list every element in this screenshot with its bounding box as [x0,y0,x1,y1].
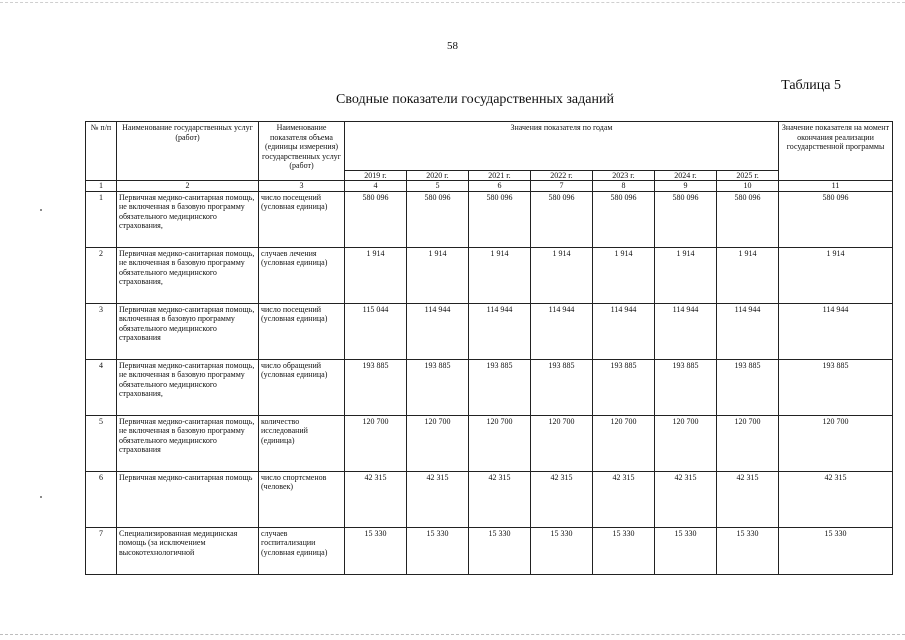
unit-name: случаев госпитализации (условная единица) [259,527,345,574]
year-value: 580 096 [407,191,469,247]
column-number: 7 [531,181,593,192]
year-value: 120 700 [407,415,469,471]
year-value: 115 044 [345,303,407,359]
year-value: 193 885 [531,359,593,415]
year-value: 193 885 [593,359,655,415]
year-value: 193 885 [469,359,531,415]
year-header: 2019 г. [345,170,407,181]
table-row [86,471,893,527]
service-name: Первичная медико-санитарная помощь, не включенная в базовую программу обязательного медицинского страхования, [117,359,259,415]
table-body [86,191,893,574]
year-value: 42 315 [469,471,531,527]
year-value: 120 700 [717,415,779,471]
row-number: 2 [86,247,117,303]
year-value: 114 944 [717,303,779,359]
table-row [86,359,893,415]
year-value: 114 944 [407,303,469,359]
service-name: Первичная медико-санитарная помощь, не включенная в базовую программу обязательного медицинского страхования, [117,191,259,247]
year-value: 120 700 [593,415,655,471]
year-header: 2024 г. [655,170,717,181]
year-value: 120 700 [655,415,717,471]
unit-name: число обращений (условная единица) [259,359,345,415]
row-number: 6 [86,471,117,527]
year-value: 15 330 [407,527,469,574]
year-value: 193 885 [655,359,717,415]
unit-name: случаев лечения (условная единица) [259,247,345,303]
service-name: Первичная медико-санитарная помощь [117,471,259,527]
year-value: 1 914 [469,247,531,303]
year-value: 15 330 [655,527,717,574]
document-title: Сводные показатели государственных заданий [336,92,614,107]
service-name: Первичная медико-санитарная помощь, включенная в базовую программу обязательного медицинского страхования [117,303,259,359]
year-value: 1 914 [717,247,779,303]
row-number: 1 [86,191,117,247]
year-value: 15 330 [593,527,655,574]
final-value: 15 330 [779,527,893,574]
summary-table [85,121,893,575]
final-value: 1 914 [779,247,893,303]
year-value: 42 315 [531,471,593,527]
year-header: 2025 г. [717,170,779,181]
table-row [86,303,893,359]
year-value: 15 330 [345,527,407,574]
year-value: 193 885 [407,359,469,415]
column-number: 10 [717,181,779,192]
final-value: 120 700 [779,415,893,471]
year-value: 42 315 [345,471,407,527]
column-number: 4 [345,181,407,192]
year-value: 114 944 [531,303,593,359]
header-values-by-year: Значения показателя по годам [345,122,779,171]
year-value: 120 700 [345,415,407,471]
unit-name: количество исследований (единица) [259,415,345,471]
final-value: 114 944 [779,303,893,359]
year-value: 42 315 [593,471,655,527]
year-value: 114 944 [593,303,655,359]
header-row [86,122,893,171]
year-value: 580 096 [593,191,655,247]
header-service: Наименование государственных услуг (работ) [117,122,259,181]
column-number: 2 [117,181,259,192]
page-number: 58 [447,40,458,52]
year-value: 15 330 [531,527,593,574]
year-value: 42 315 [655,471,717,527]
row-number: 5 [86,415,117,471]
year-value: 580 096 [469,191,531,247]
final-value: 193 885 [779,359,893,415]
year-value: 114 944 [469,303,531,359]
table-row [86,527,893,574]
table-label: Таблица 5 [781,78,841,93]
final-value: 42 315 [779,471,893,527]
column-number: 3 [259,181,345,192]
year-value: 42 315 [717,471,779,527]
year-value: 193 885 [345,359,407,415]
column-number: 6 [469,181,531,192]
table-row [86,415,893,471]
column-number: 9 [655,181,717,192]
year-value: 1 914 [531,247,593,303]
year-value: 1 914 [655,247,717,303]
year-value: 580 096 [717,191,779,247]
unit-name: число спортсменов (человек) [259,471,345,527]
year-value: 15 330 [469,527,531,574]
service-name: Первичная медико-санитарная помощь, не включенная в базовую программу обязательного медицинского страхования [117,415,259,471]
row-number: 3 [86,303,117,359]
year-value: 1 914 [407,247,469,303]
year-value: 580 096 [531,191,593,247]
row-number: 7 [86,527,117,574]
year-header: 2023 г. [593,170,655,181]
year-value: 580 096 [345,191,407,247]
scan-edge-top [0,2,905,3]
year-value: 1 914 [593,247,655,303]
service-name: Первичная медико-санитарная помощь, не включенная в базовую программу обязательного медицинского страхования, [117,247,259,303]
header-num: № п/п [86,122,117,181]
column-number: 5 [407,181,469,192]
scan-edge-bottom [0,634,905,635]
margin-mark [40,209,42,211]
year-value: 1 914 [345,247,407,303]
year-header: 2020 г. [407,170,469,181]
year-value: 120 700 [531,415,593,471]
final-value: 580 096 [779,191,893,247]
row-number: 4 [86,359,117,415]
unit-name: число посещений (условная единица) [259,303,345,359]
year-value: 42 315 [407,471,469,527]
column-number: 11 [779,181,893,192]
year-value: 580 096 [655,191,717,247]
year-header: 2022 г. [531,170,593,181]
year-header: 2021 г. [469,170,531,181]
year-value: 114 944 [655,303,717,359]
table-row [86,191,893,247]
column-number: 1 [86,181,117,192]
year-value: 15 330 [717,527,779,574]
header-unit: Наименование показателя объема (единицы измерения) государственных услуг (работ) [259,122,345,181]
unit-name: число посещений (условная единица) [259,191,345,247]
year-value: 120 700 [469,415,531,471]
margin-mark [40,496,42,498]
table-row [86,247,893,303]
column-number: 8 [593,181,655,192]
service-name: Специализированная медицинская помощь (за исключением высокотехнологичной [117,527,259,574]
year-value: 193 885 [717,359,779,415]
column-number-row [86,181,893,192]
header-final-value: Значение показателя на момент окончания реализации государственной программы [779,122,893,181]
